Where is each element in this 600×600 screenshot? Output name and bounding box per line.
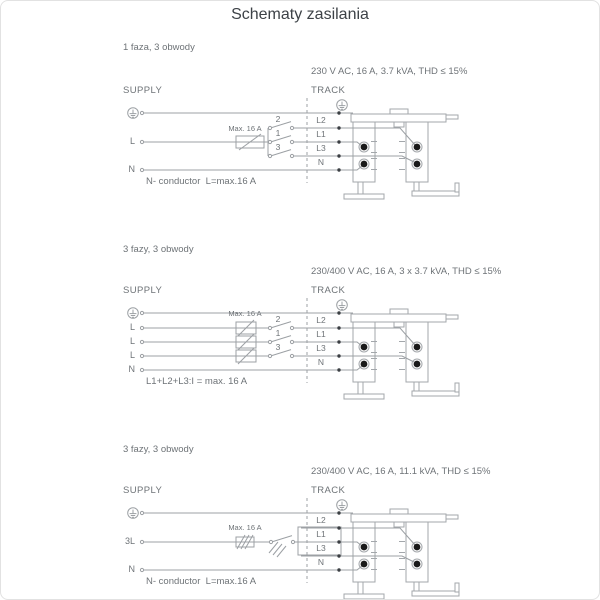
terminal-icon — [140, 326, 143, 329]
terminal-icon — [140, 340, 143, 343]
switch-number: 3 — [275, 142, 281, 152]
earth-icon — [337, 300, 348, 311]
switch-number: 1 — [275, 128, 281, 138]
supply-terminal-label: N — [128, 364, 135, 374]
terminal-icon — [140, 368, 143, 371]
conductor-note: N- conductor L=max.16 A — [146, 176, 257, 187]
track-terminal-label: L1 — [316, 329, 326, 339]
page-title: Schematy zasilania — [231, 6, 369, 23]
diagram-subtitle: 3 fazy, 3 obwody — [123, 244, 194, 255]
track-terminal-label: N — [317, 557, 325, 567]
three-pole-mark — [273, 544, 282, 555]
switch-icon — [269, 536, 294, 544]
earth-icon — [337, 500, 348, 511]
switch-number: 2 — [275, 314, 281, 324]
spec-line: 230/400 V AC, 16 A, 3 x 3.7 kVA, THD ≤ 15% — [311, 266, 502, 277]
diagram-subtitle: 1 faza, 3 obwody — [123, 42, 195, 53]
switch-number: 1 — [275, 328, 281, 338]
terminal-icon — [140, 311, 143, 314]
conductor-note: L1+L2+L3:I = max. 16 A — [146, 376, 248, 387]
track-terminal-label: N — [317, 357, 325, 367]
terminal-icon — [140, 354, 143, 357]
track-terminal-label: L3 — [316, 143, 326, 153]
track-cross-section-icon — [344, 309, 459, 399]
terminal-icon — [140, 140, 143, 143]
schematic-artwork — [1, 1, 600, 600]
conductor-note: N- conductor L=max.16 A — [146, 576, 257, 587]
spec-line: 230/400 V AC, 16 A, 11.1 kVA, THD ≤ 15% — [311, 466, 491, 477]
n-wire — [144, 566, 362, 570]
supply-terminal-label: L — [129, 350, 135, 360]
fuse-rating-label: Max. 16 A — [228, 523, 262, 532]
supply-label: SUPPLY — [123, 85, 163, 96]
track-label: TRACK — [311, 85, 346, 96]
n-wire — [144, 166, 362, 170]
supply-terminal-label: N — [128, 564, 135, 574]
three-pole-mark — [277, 546, 286, 557]
track-terminal-label: L2 — [316, 315, 326, 325]
n-wire — [144, 366, 362, 370]
terminal-icon — [140, 111, 143, 114]
track-terminal-label: N — [317, 157, 325, 167]
track-cross-section-icon — [344, 109, 459, 199]
track-terminal-label: L2 — [316, 515, 326, 525]
earth-icon — [128, 508, 139, 519]
terminal-icon — [140, 511, 143, 514]
earth-icon — [128, 308, 139, 319]
track-label: TRACK — [311, 285, 346, 296]
terminal-icon — [140, 168, 143, 171]
terminal-icon — [140, 540, 143, 543]
track-terminal-label: L3 — [316, 543, 326, 553]
supply-terminal-label: L — [129, 136, 135, 146]
supply-terminal-label: N — [128, 164, 135, 174]
spec-line: 230 V AC, 16 A, 3.7 kVA, THD ≤ 15% — [311, 66, 468, 77]
diagram-subtitle: 3 fazy, 3 obwody — [123, 444, 194, 455]
switch-number: 2 — [275, 114, 281, 124]
supply-terminal-label: L — [129, 322, 135, 332]
supply-label: SUPPLY — [123, 485, 163, 496]
supply-terminal-label: 3L — [124, 536, 135, 546]
supply-terminal-label: L — [129, 336, 135, 346]
switch-number: 3 — [275, 342, 281, 352]
fuse-rating-label: Max. 16 A — [228, 309, 262, 318]
supply-label: SUPPLY — [123, 285, 163, 296]
track-terminal-label: L1 — [316, 129, 326, 139]
track-cross-section-icon — [344, 509, 459, 599]
terminal-icon — [140, 568, 143, 571]
earth-icon — [128, 108, 139, 119]
earth-icon — [337, 100, 348, 111]
track-terminal-label: L3 — [316, 343, 326, 353]
track-label: TRACK — [311, 485, 346, 496]
track-terminal-label: L2 — [316, 115, 326, 125]
fuse-rating-label: Max. 16 A — [228, 124, 262, 133]
track-terminal-label: L1 — [316, 529, 326, 539]
